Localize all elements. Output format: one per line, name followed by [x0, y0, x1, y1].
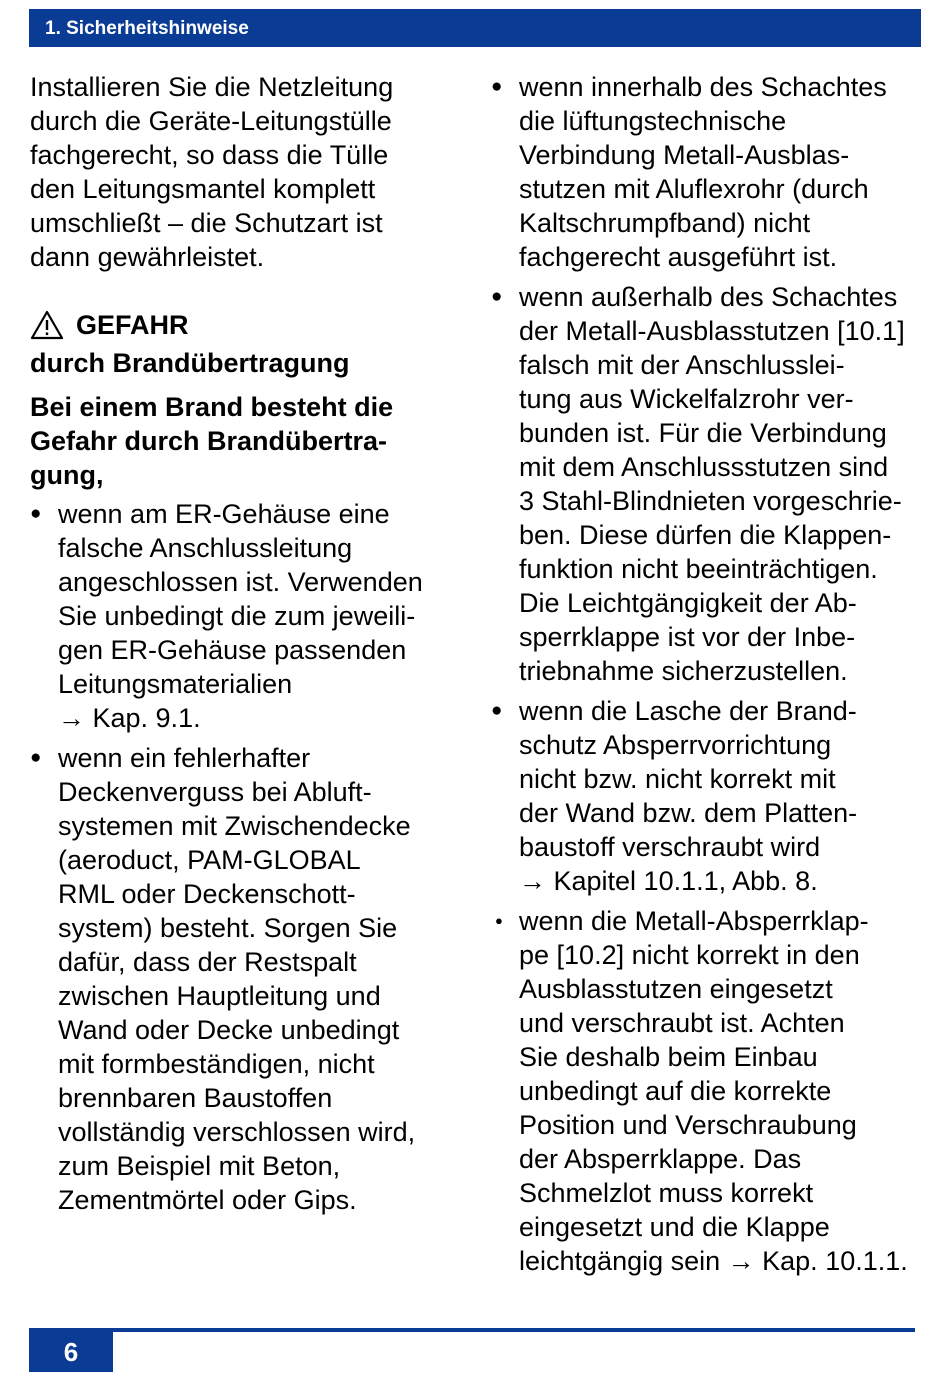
text-line: sperrklappe ist vor der Inbe- — [519, 622, 856, 652]
text-line: der Wand bzw. dem Platten- — [519, 798, 858, 828]
text-line: den Leitungsmantel komplett — [30, 174, 376, 204]
text-line: 3 Stahl-Blindnieten vorgeschrie- — [519, 486, 902, 516]
text-line: Sie deshalb beim Einbau — [519, 1042, 818, 1072]
text-line: Ausblasstutzen eingesetzt — [519, 974, 833, 1004]
text-line: dann gewährleistet. — [30, 242, 265, 272]
text-line: tung aus Wickelfalzrohr ver- — [519, 384, 854, 414]
bullet-icon: ● — [30, 503, 42, 524]
text-line: falsche Anschlussleitung — [58, 533, 353, 563]
text-line: ben. Diese dürfen die Klappen- — [519, 520, 892, 550]
text-line: funktion nicht beeinträchtigen. — [519, 554, 878, 584]
text-line: (aeroduct, PAM-GLOBAL — [58, 845, 361, 875]
text-line: Wand oder Decke unbedingt — [58, 1015, 400, 1045]
text-line: pe [10.2] nicht korrekt in den — [519, 940, 860, 970]
text-line: wenn am ER-Gehäuse eine — [58, 499, 390, 529]
text-line: zwischen Hauptleitung und — [58, 981, 381, 1011]
text-line: der Absperrklappe. Das — [519, 1144, 802, 1174]
text-line: vollständig verschlossen wird, — [58, 1117, 416, 1147]
list-item-text — [58, 741, 470, 1217]
intro-paragraph — [30, 70, 470, 274]
text-line: der Metall-Ausblasstutzen [10.1] — [519, 316, 905, 346]
text-line: Sie unbedingt die zum jeweili- — [58, 601, 416, 631]
bullet-icon: ● — [491, 286, 503, 307]
text-line: mit dem Anschlussstutzen sind — [519, 452, 889, 482]
text-line: gen ER-Gehäuse passenden — [58, 635, 407, 665]
text-line: Die Leichtgängigkeit der Ab- — [519, 588, 857, 618]
list-item-text — [519, 904, 921, 1278]
danger-label: GEFAHR — [76, 310, 189, 340]
list-item — [30, 497, 470, 735]
text-line: Installieren Sie die Netzleitung — [30, 72, 394, 102]
text-line: falsch mit der Anschlusslei- — [519, 350, 845, 380]
text-line: wenn ein fehlerhafter — [58, 743, 311, 773]
text-line: wenn die Metall-Absperrklap- — [519, 906, 869, 936]
text-line: brennbaren Baustoffen — [58, 1083, 333, 1113]
section-header — [29, 9, 921, 47]
left-column — [30, 70, 470, 1223]
text-line: mit formbeständigen, nicht — [58, 1049, 375, 1079]
text-line: eingesetzt und die Klappe — [519, 1212, 830, 1242]
text-line: Deckenverguss bei Abluft- — [58, 777, 372, 807]
list-item-text — [519, 694, 921, 898]
text-line: Verbindung Metall-Ausblas- — [519, 140, 850, 170]
text-line: fachgerecht, so dass die Tülle — [30, 140, 389, 170]
text-line: Bei einem Brand besteht die — [30, 392, 394, 422]
list-item — [491, 694, 921, 898]
text-line: Zementmörtel oder Gips. — [58, 1185, 357, 1215]
danger-heading — [30, 306, 470, 382]
bullet-icon: ● — [491, 700, 503, 721]
list-item — [491, 280, 921, 688]
text-line: fachgerecht ausgeführt ist. — [519, 242, 838, 272]
list-item-text — [519, 280, 921, 688]
list-item-text — [519, 70, 921, 274]
text-line: durch die Geräte-Leitungstülle — [30, 106, 392, 136]
text-line: stutzen mit Aluflexrohr (durch — [519, 174, 869, 204]
text-line: → Kap. 9.1. — [58, 703, 201, 733]
text-line: schutz Absperrvorrichtung — [519, 730, 832, 760]
text-line: Gefahr durch Brandübertra- — [30, 426, 388, 456]
text-line: nicht bzw. nicht korrekt mit — [519, 764, 836, 794]
text-line: Kaltschrumpfband) nicht — [519, 208, 811, 238]
text-line: Leitungsmaterialien — [58, 669, 293, 699]
text-line: zum Beispiel mit Beton, — [58, 1151, 341, 1181]
text-line: unbedingt auf die korrekte — [519, 1076, 832, 1106]
left-bullet-list — [30, 497, 470, 1217]
text-line: und verschraubt ist. Achten — [519, 1008, 845, 1038]
text-line: umschließt – die Schutzart ist — [30, 208, 383, 238]
list-item — [491, 904, 921, 1278]
text-line: bunden ist. Für die Verbindung — [519, 418, 887, 448]
bullet-icon: ● — [491, 76, 503, 97]
text-line: wenn innerhalb des Schachtes — [519, 72, 887, 102]
text-line: baustoff verschraubt wird — [519, 832, 821, 862]
list-item-text — [58, 497, 470, 735]
danger-subtitle: durch Brandübertragung — [30, 348, 350, 378]
footer-rule — [29, 1328, 915, 1332]
text-line: wenn außerhalb des Schachtes — [519, 282, 898, 312]
text-line: gung, — [30, 460, 104, 490]
text-line: dafür, dass der Restspalt — [58, 947, 357, 977]
text-line: system) besteht. Sorgen Sie — [58, 913, 398, 943]
page-number: 6 — [29, 1332, 113, 1372]
text-line: wenn die Lasche der Brand- — [519, 696, 857, 726]
bullet-icon: ● — [495, 913, 503, 928]
text-line: angeschlossen ist. Verwenden — [58, 567, 423, 597]
text-line: → Kapitel 10.1.1, Abb. 8. — [519, 866, 818, 896]
right-column — [491, 70, 921, 1284]
text-line: triebnahme sicherzustellen. — [519, 656, 848, 686]
text-line: systemen mit Zwischendecke — [58, 811, 411, 841]
text-line: Position und Verschraubung — [519, 1110, 857, 1140]
text-line: die lüftungstechnische — [519, 106, 787, 136]
list-item — [491, 70, 921, 274]
section-title: 1. Sicherheitshinweise — [45, 18, 249, 39]
warning-triangle-icon — [30, 310, 64, 340]
text-line: RML oder Deckenschott- — [58, 879, 356, 909]
text-line: leichtgängig sein → Kap. 10.1.1. — [519, 1246, 908, 1276]
list-item — [30, 741, 470, 1217]
bullet-icon: ● — [30, 747, 42, 768]
danger-lead-text — [30, 390, 470, 492]
text-line: Schmelzlot muss korrekt — [519, 1178, 814, 1208]
